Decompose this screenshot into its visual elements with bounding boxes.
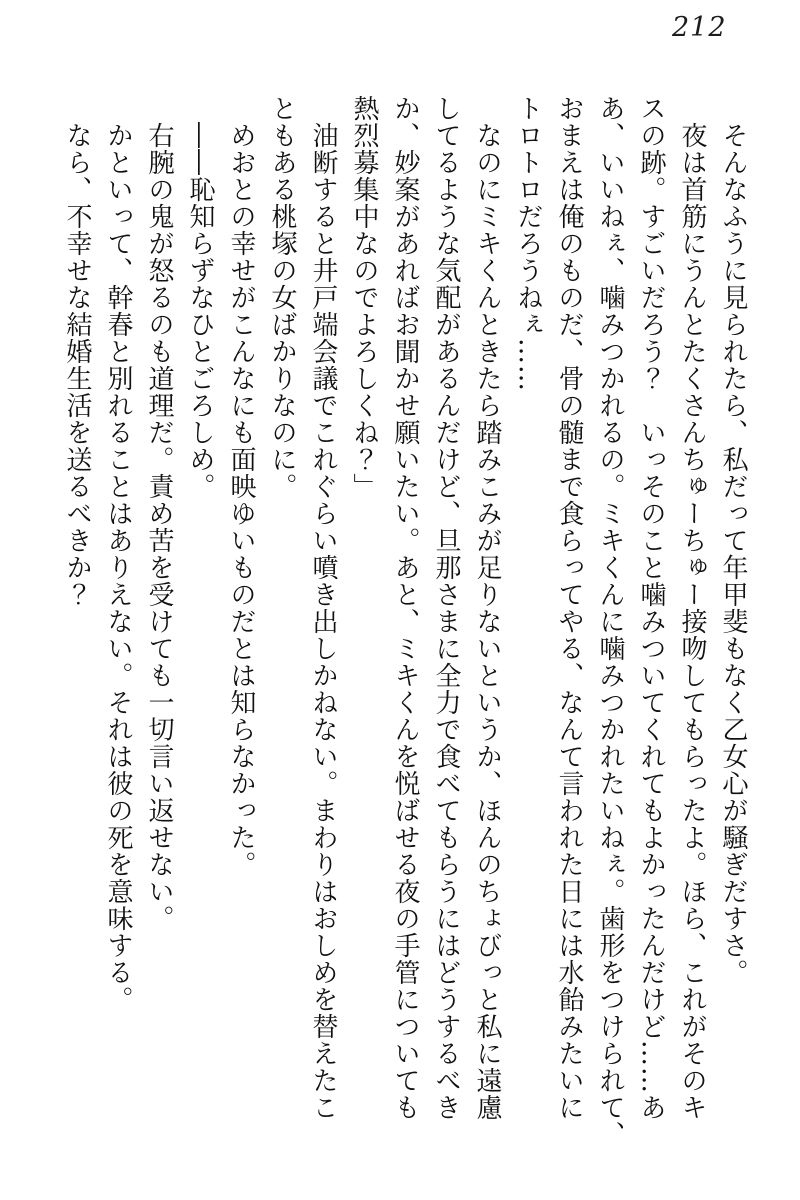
text-column: 油断すると井戸端会議でこれぐらい噴き出しかねない。まわりはおしめを替えたこ [308, 122, 338, 1121]
text-column: かといって、幹春と別れることはありえない。それは彼の死を意味する。 [103, 122, 133, 1013]
text-column: なのにミキくんときたら踏みこみが足りないというか、ほんのちょびっと私に遠慮 [472, 122, 502, 1121]
text-column: なら、不幸せな結婚生活を送るべきか？ [62, 122, 92, 608]
text-column: 熱烈募集中なのでよろしくね？」 [349, 95, 379, 500]
text-column: あ、いいねぇ、噛みつかれるの。ミキくんに噛みつかれたいねぇ。歯形をつけられて、 [595, 95, 625, 1148]
text-block [56, 95, 753, 1148]
text-column: 右腕の鬼が怒るのも道理だ。責め苦を受けても一切言い返せない。 [144, 122, 174, 932]
page-number: 212 [672, 12, 727, 43]
text-column: おまえは俺のものだ、骨の髄まで食らってやる、なんて言われた日には水飴みたいに [554, 95, 584, 1121]
text-column: めおとの幸せがこんなにも面映ゆいものだとは知らなかった。 [226, 122, 256, 878]
text-column: ――恥知らずなひとごろしめ。 [185, 122, 215, 500]
text-column: してるような気配があるんだけど、旦那さまに全力で食べてもらうにはどうするべき [431, 95, 461, 1121]
text-column: ともある桃塚の女ばかりなのに。 [267, 95, 297, 500]
text-column: そんなふうに見られたら、私だって年甲斐もなく乙女心が騒ぎだすさ。 [718, 122, 748, 986]
text-column: 夜は首筋にうんとたくさんちゅーちゅー接吻してもらったよ。ほら、これがそのキ [677, 122, 707, 1121]
text-column: スの跡。すごいだろう？ いっそのこと噛みついてくれてもよかったんだけど……あ [636, 95, 666, 1121]
text-column: か、妙案があればお聞かせ願いたい。あと、ミキくんを悦ばせる夜の手管についても [390, 95, 420, 1121]
text-column: トロトロだろうねぇ…… [513, 95, 543, 392]
